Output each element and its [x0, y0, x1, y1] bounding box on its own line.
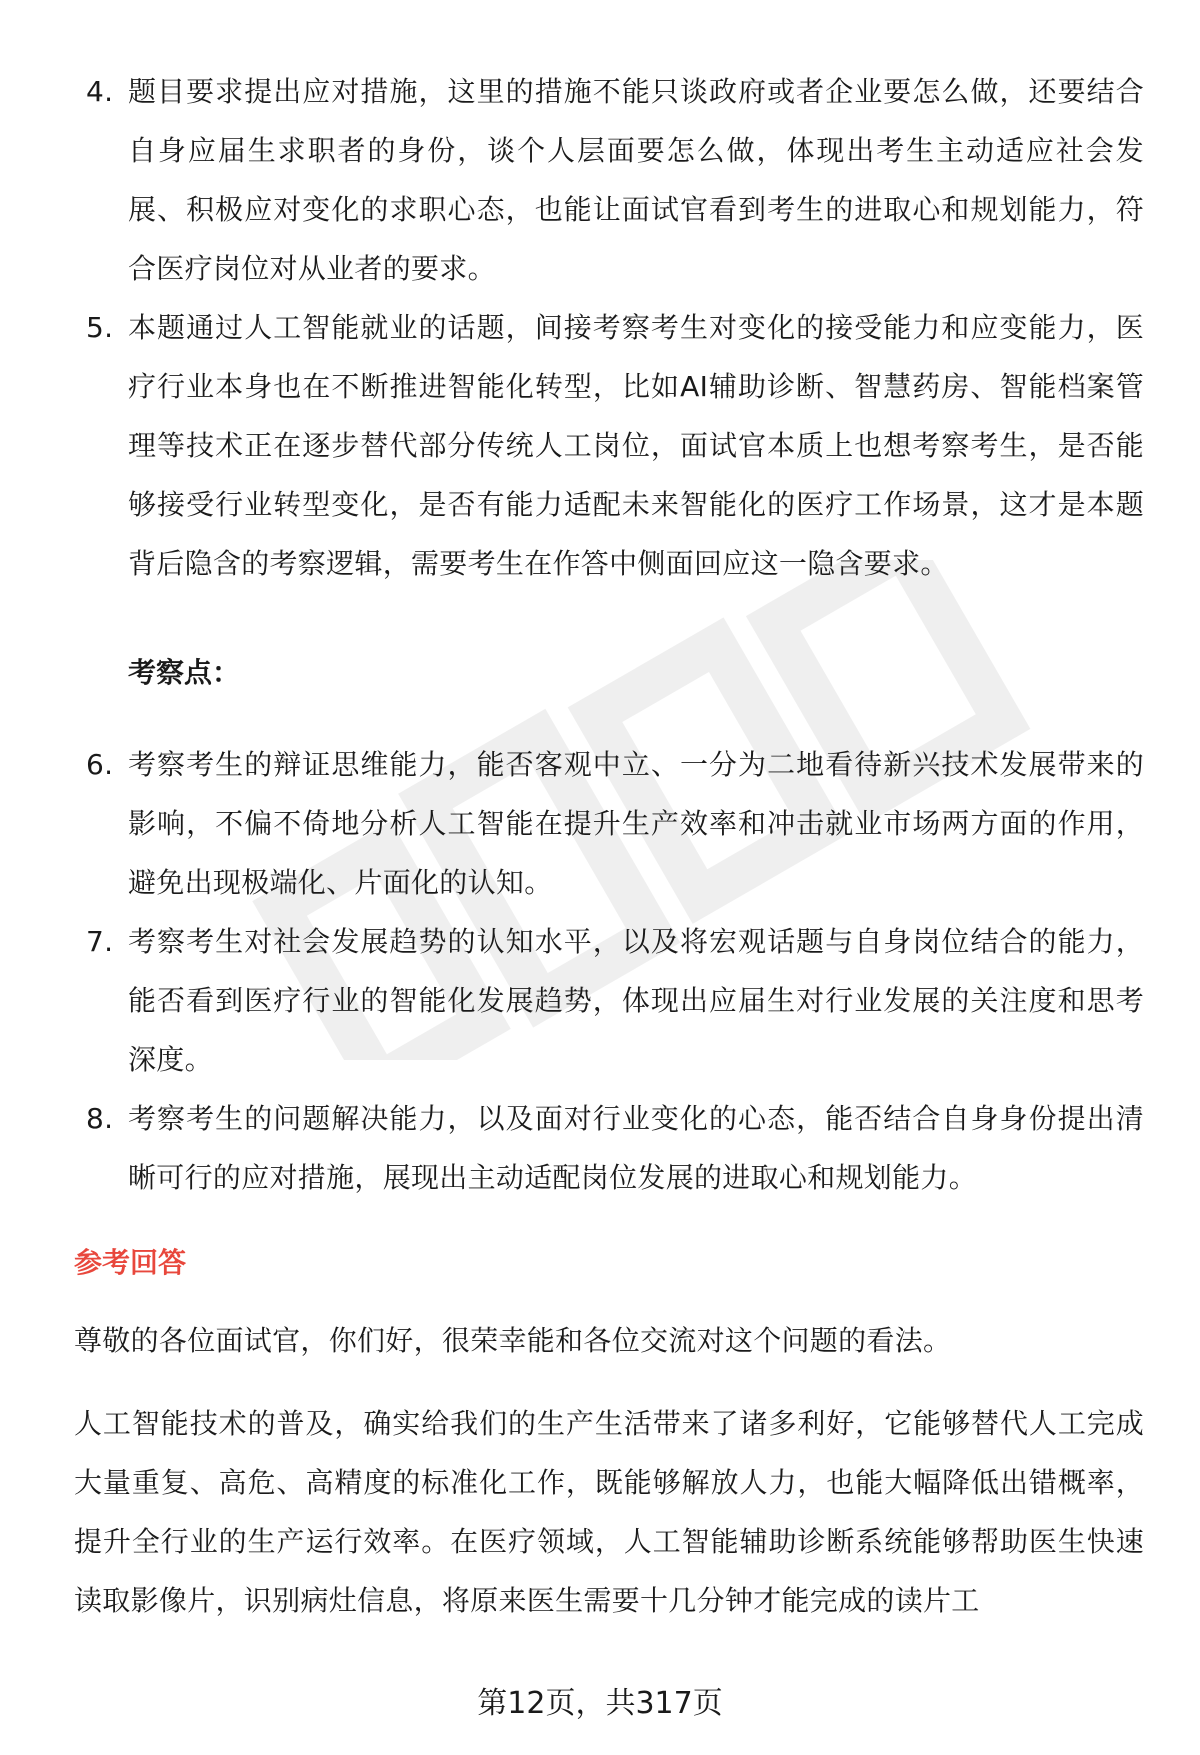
- item-number: 5.: [86, 311, 114, 344]
- list-item: [74, 735, 1144, 912]
- answer-greeting: 尊敬的各位面试官，你们好，很荣幸能和各位交流对这个问题的看法。: [74, 1324, 952, 1357]
- considerations-list: [74, 62, 1144, 593]
- list-item: [74, 298, 1144, 593]
- list-item: [74, 1089, 1144, 1207]
- page-footer: 第12页，共317页: [477, 1686, 723, 1721]
- assessment-points-heading: 考察点：: [128, 656, 241, 689]
- reference-answer-heading: 参考回答: [74, 1246, 187, 1279]
- list-item: [74, 912, 1144, 1089]
- list-item: [74, 62, 1144, 298]
- item-text: 本题通过人工智能就业的话题，间接考察考生对变化的接受能力和应变能力，医疗行业本身也在不断推进智能化转型，比如AI辅助诊断、智慧药房、智能档案管理等技术正在逐步替代部分传统人工岗位，面试官本质上也想考察考生，是否能够接受行业转型变化，是否有能力适配未来智能化的医疗工作场景，这才是本题背后隐含的考察逻辑，需要考生在作答中侧面回应这一隐含要求。: [128, 311, 1144, 580]
- item-number: 7.: [86, 925, 114, 958]
- assessment-points-list: [74, 735, 1144, 1207]
- item-number: 6.: [86, 748, 114, 781]
- item-text: 题目要求提出应对措施，这里的措施不能只谈政府或者企业要怎么做，还要结合自身应届生求职者的身份，谈个人层面要怎么做，体现出考生主动适应社会发展、积极应对变化的求职心态，也能让面试官看到考生的进取心和规划能力，符合医疗岗位对从业者的要求。: [128, 75, 1144, 285]
- document-page: [74, 62, 1144, 1630]
- item-text: 考察考生的辩证思维能力，能否客观中立、一分为二地看待新兴技术发展带来的影响，不偏不倚地分析人工智能在提升生产效率和冲击就业市场两方面的作用，避免出现极端化、片面化的认知。: [128, 748, 1144, 899]
- item-number: 4.: [86, 75, 114, 108]
- item-text: 考察考生的问题解决能力，以及面对行业变化的心态，能否结合自身身份提出清晰可行的应对措施，展现出主动适配岗位发展的进取心和规划能力。: [128, 1102, 1144, 1194]
- item-text: 考察考生对社会发展趋势的认知水平，以及将宏观话题与自身岗位结合的能力，能否看到医疗行业的智能化发展趋势，体现出应届生对行业发展的关注度和思考深度。: [128, 925, 1144, 1076]
- answer-body: 人工智能技术的普及，确实给我们的生产生活带来了诸多利好，它能够替代人工完成大量重复、高危、高精度的标准化工作，既能够解放人力，也能大幅降低出错概率，提升全行业的生产运行效率。在医疗领域，人工智能辅助诊断系统能够帮助医生快速读取影像片，识别病灶信息，将原来医生需要十几分钟才能完成的读片工: [74, 1407, 1144, 1617]
- item-number: 8.: [86, 1102, 114, 1135]
